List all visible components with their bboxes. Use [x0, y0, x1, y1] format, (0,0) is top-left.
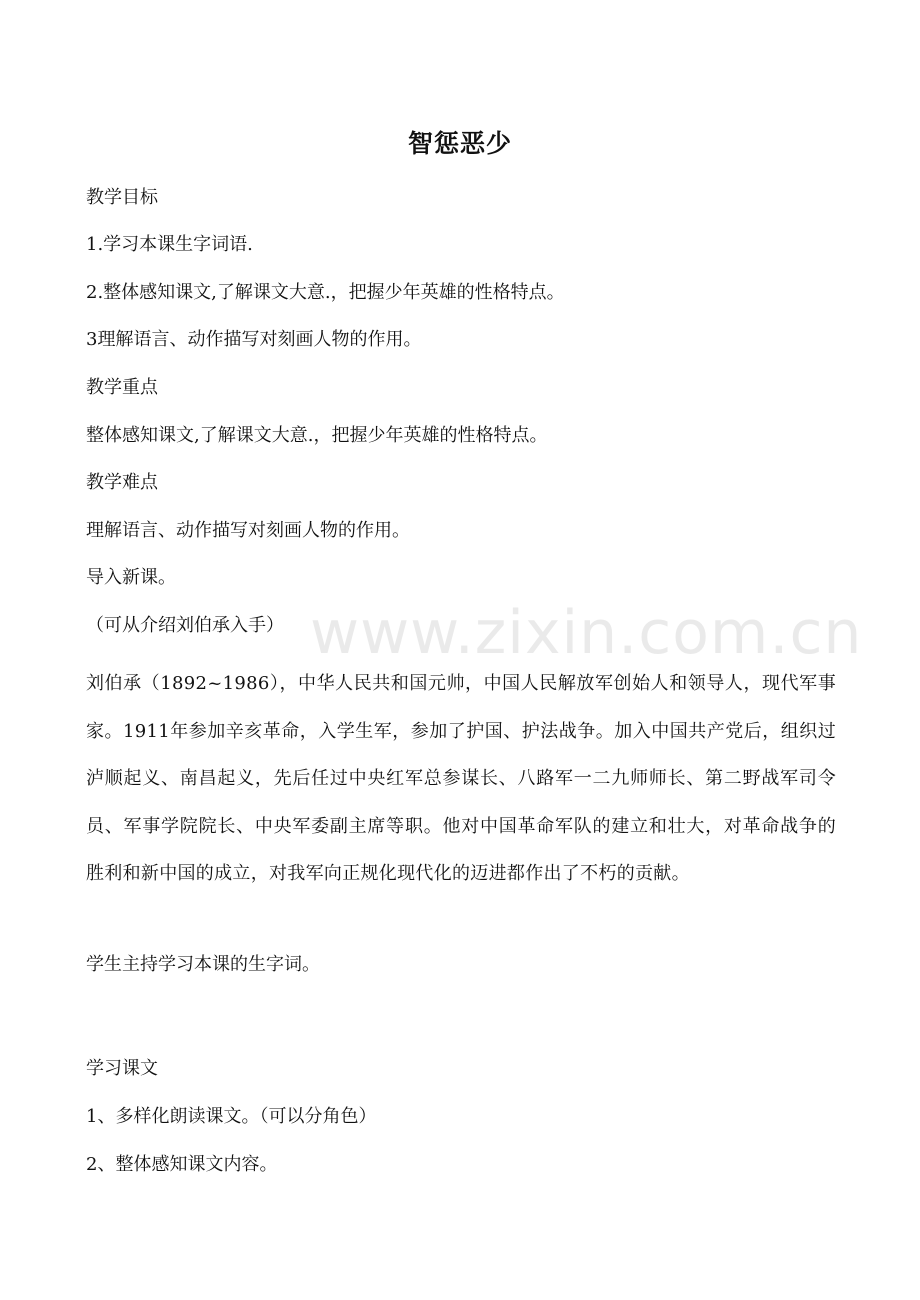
study-heading: 学习课文 — [86, 1058, 158, 1079]
objectives-heading: 教学目标 — [86, 187, 158, 208]
objective-3: 3理解语言、动作描写对刻画人物的作用。 — [86, 329, 422, 350]
study-step-2: 2、整体感知课文内容。 — [86, 1154, 278, 1175]
watermark: www.zixin.com.cn — [310, 598, 863, 668]
intro-heading: 导入新课。 — [86, 567, 176, 588]
difficulties-text: 理解语言、动作描写对刻画人物的作用。 — [86, 520, 410, 541]
study-step-1: 1、多样化朗读课文。（可以分角色） — [86, 1106, 377, 1127]
objective-2: 2.整体感知课文,了解课文大意.，把握少年英雄的性格特点。 — [86, 282, 565, 303]
key-points-heading: 教学重点 — [86, 377, 158, 398]
intro-note: （可从介绍刘伯承入手） — [86, 615, 284, 636]
vocab-note: 学生主持学习本课的生字词。 — [86, 954, 320, 975]
document-title: 智惩恶少 — [407, 129, 512, 158]
difficulties-heading: 教学难点 — [86, 472, 158, 493]
objective-1: 1.学习本课生字词语. — [86, 234, 253, 255]
key-points-text: 整体感知课文,了解课文大意.，把握少年英雄的性格特点。 — [86, 425, 548, 446]
biography-paragraph: 刘伯承（1892~1986），中华人民共和国元帅，中国人民解放军创始人和领导人，现代军事家。1911年参加辛亥革命，入学生军，参加了护国、护法战争。加入中国共产党后，组织过泸顺起义、南昌起义，先后任过中央红军总参谋长、八路军一二九师师长、第二野战军司令员、军事学院院长、中央军委副主席等职。他对中国革命军队的建立和壮大，对革命战争的胜利和新中国的成立，对我军向正规化现代化的迈进都作出了不朽的贡献。 — [86, 673, 836, 884]
